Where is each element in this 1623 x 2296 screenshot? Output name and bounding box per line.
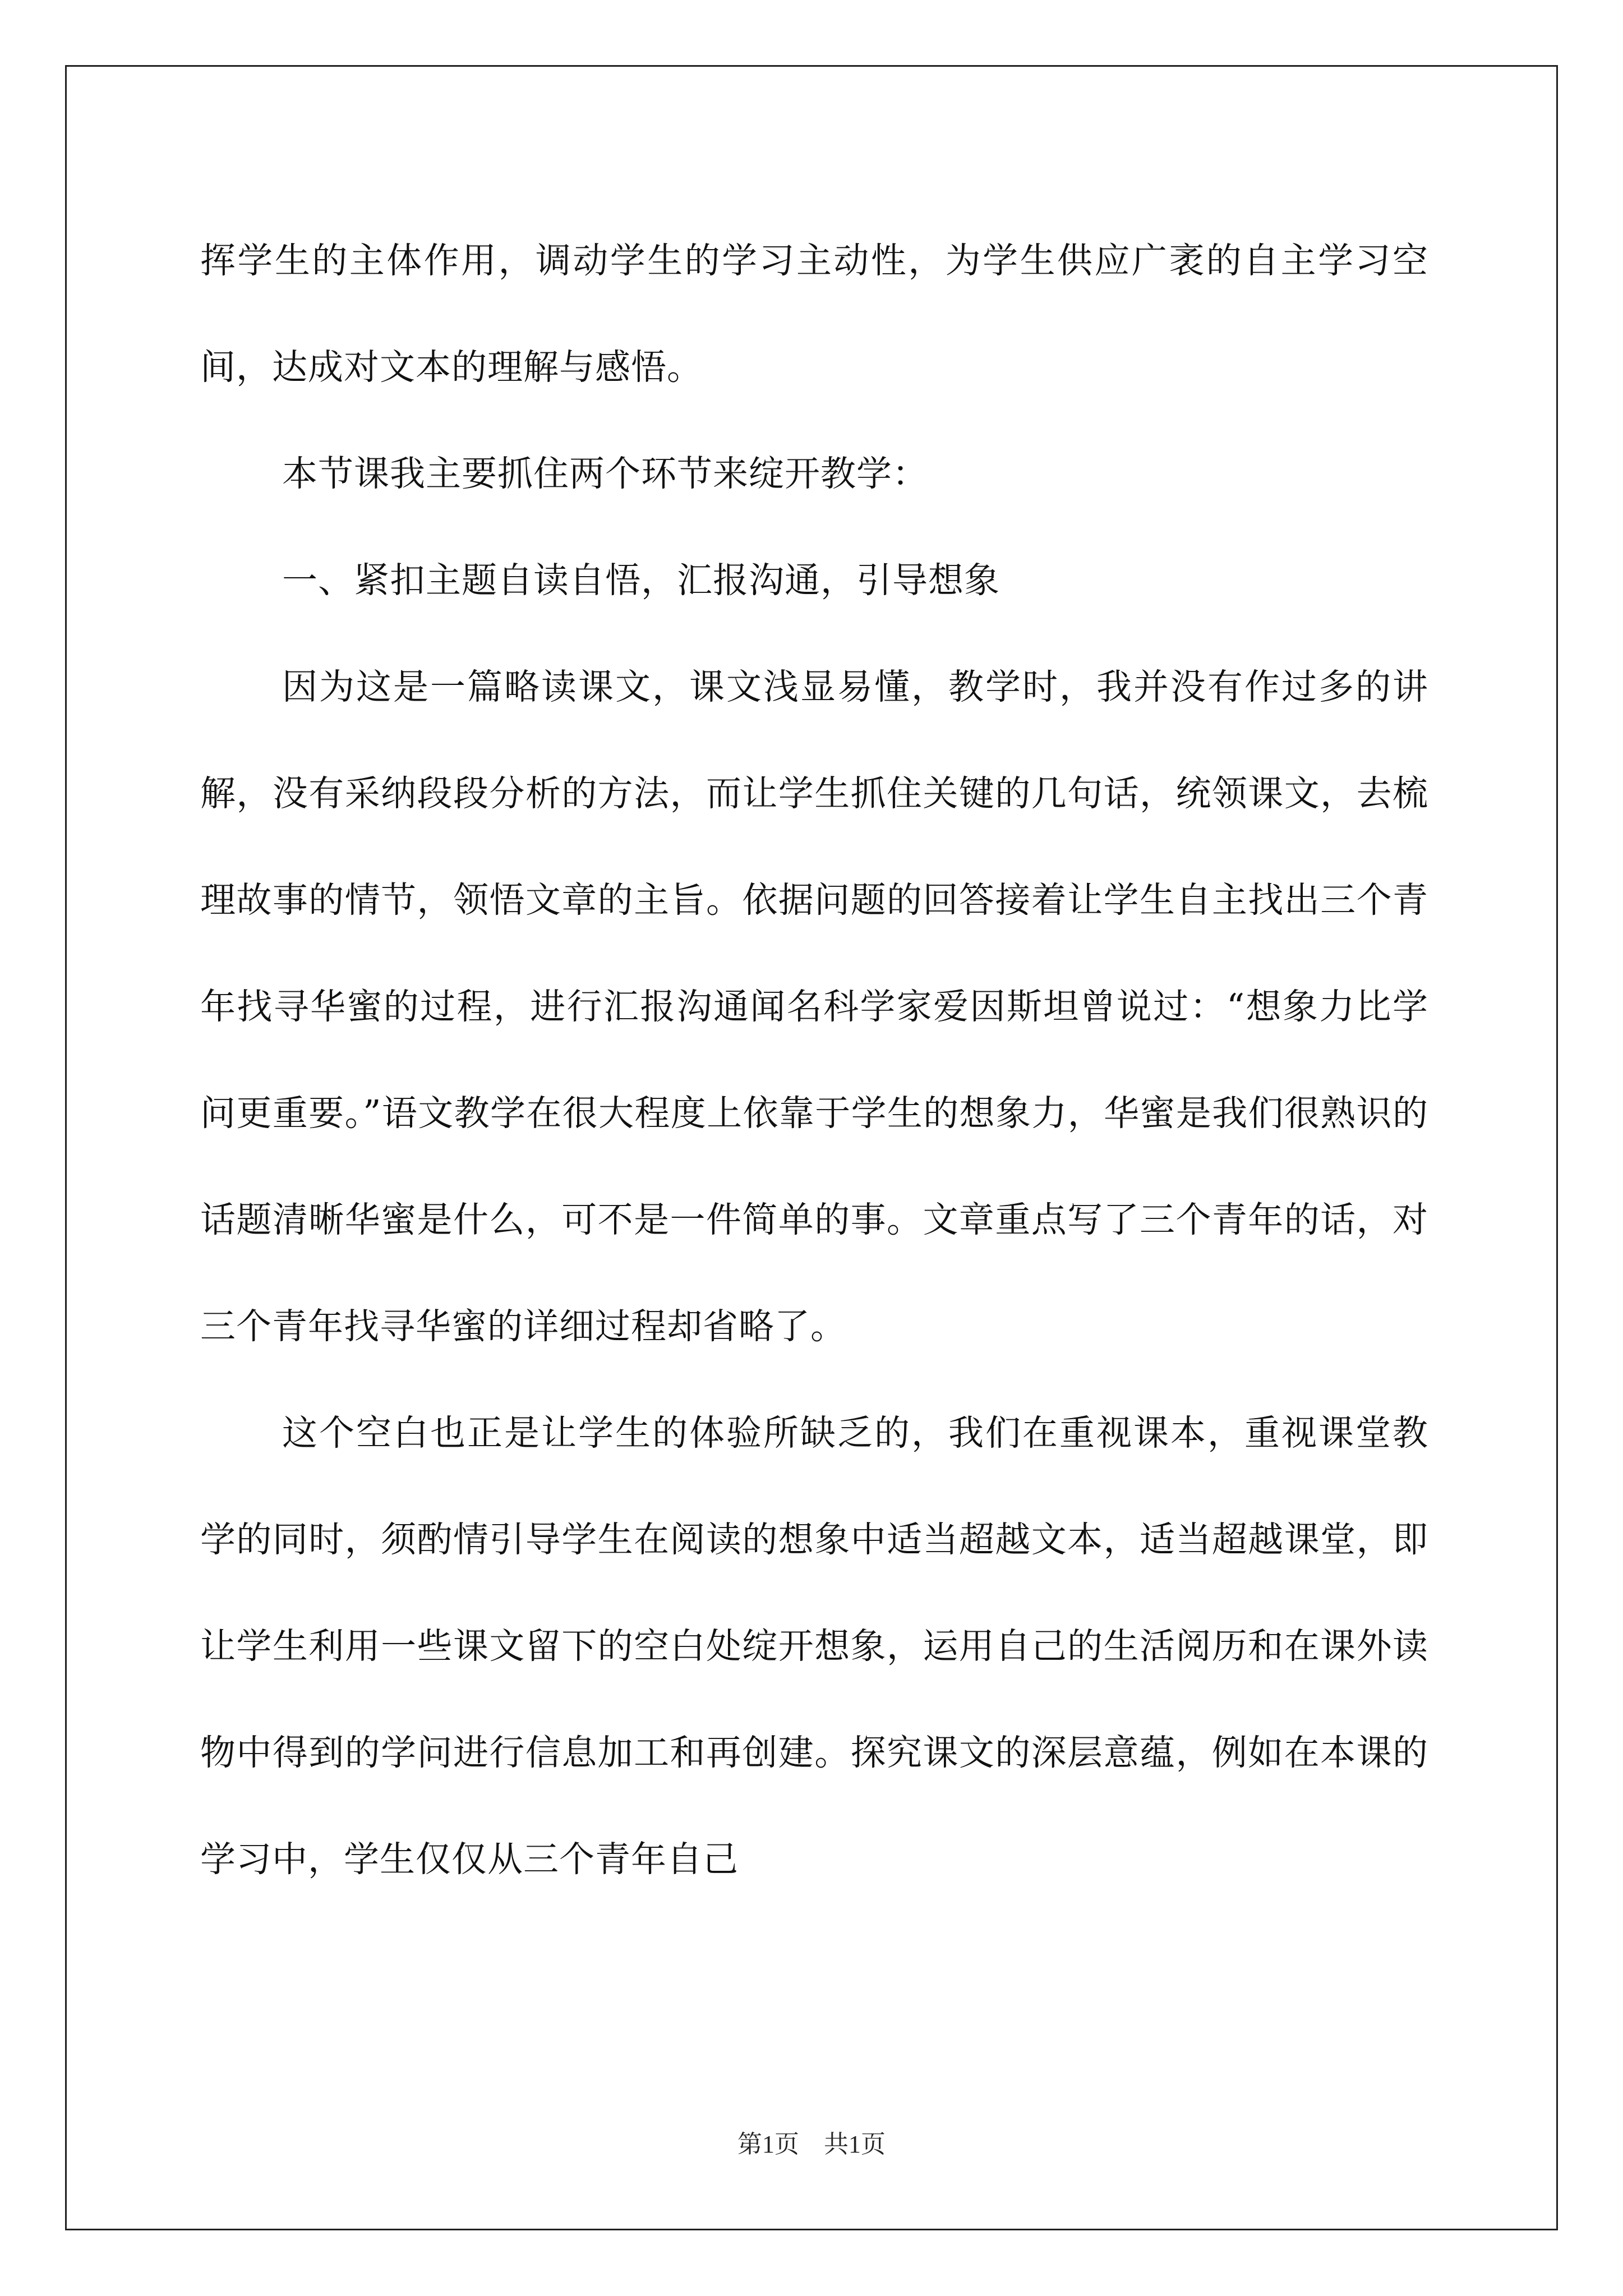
paragraph-1: 挥学生的主体作用，调动学生的学习主动性，为学生供应广袤的自主学习空间，达成对文本的理解与感悟。 [200,240,1428,388]
paragraph-3: 因为这是一篇略读课文，课文浅显易懂，教学时，我并没有作过多的讲解，没有采纳段段分析的方法，而让学生抓住关键的几句话，统领课文，去梳理故事的情节，领悟文章的主旨。依据问题的回答接着让学生自主找出三个青年找寻华蜜的过程，进行汇报沟通闻名科学家爱因斯坦曾说过：“想象力比学问更重要。”语文教学在很大程度上依靠于学生的想象力，华蜜是我们很熟识的话题清晰华蜜是什么，可不是一件简单的事。文章重点写了三个青年的话，对三个青年找寻华蜜的详细过程却省略了。 [200,666,1428,1347]
paragraph-2: 本节课我主要抓住两个环节来绽开教学： [282,453,928,494]
document-body [200,208,1428,1913]
page-footer: 第1页 共1页 [737,2131,886,2158]
section-heading: 一、紧扣主题自读自悟，汇报沟通，引导想象 [282,560,1000,601]
paragraph-4: 这个空白也正是让学生的体验所缺乏的，我们在重视课本，重视课堂教学的同时，须酌情引导学生在阅读的想象中适当超越文本，适当超越课堂，即让学生利用一些课文留下的空白处绽开想象，运用自己的生活阅历和在课外读物中得到的学问进行信息加工和再创建。探究课文的深层意蕴，例如在本课的学习中，学生仅仅从三个青年自己 [200,1412,1428,1880]
